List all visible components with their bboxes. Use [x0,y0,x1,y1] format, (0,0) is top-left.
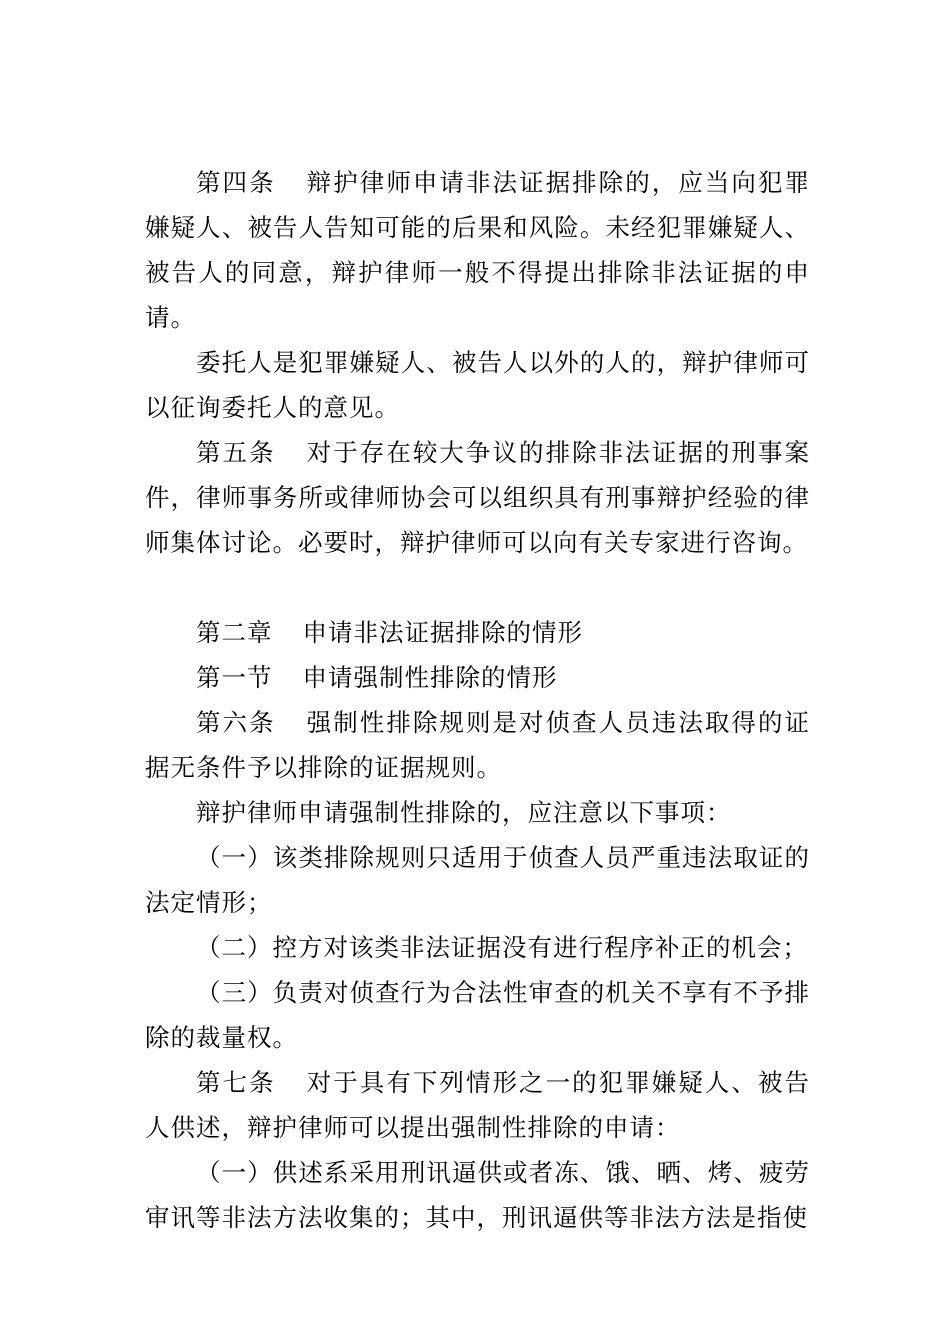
article-text: 辩护律师申请非法证据排除的，应当向犯罪嫌疑人、被告人告知可能的后果和风险。未经犯罪嫌疑人、被告人的同意，辩护律师一般不得提出排除非法证据的申请。 [145,168,811,332]
section-label: 第一节 [196,663,273,692]
article-label: 第五条 [196,438,276,467]
article-label: 第六条 [196,708,276,737]
paragraph-text: 委托人是犯罪嫌疑人、被告人以外的人的，辩护律师可以征询委托人的意见。 [145,348,810,422]
article-5 [145,430,810,565]
blank-line [145,565,810,610]
article-label: 第七条 [196,1068,276,1097]
article-text: 对于具有下列情形之一的犯罪嫌疑人、被告人供述，辩护律师可以提出强制性排除的申请： [145,1068,811,1142]
list-item-1 [145,835,810,925]
article-7-list-item-1 [145,1150,810,1240]
article-4 [145,160,810,340]
chapter-heading [145,610,810,655]
article-4-paragraph-2 [145,340,810,430]
section-title: 申请强制性排除的情形 [302,663,558,692]
article-label: 第四条 [196,168,276,197]
list-item-text: （二）控方对该类非法证据没有进行程序补正的机会； [196,933,808,962]
paragraph-text: 辩护律师申请强制性排除的，应注意以下事项： [196,798,732,827]
article-6-paragraph-2 [145,790,810,835]
article-text: 强制性排除规则是对侦查人员违法取得的证据无条件予以排除的证据规则。 [145,708,811,782]
list-item-3 [145,970,810,1060]
list-item-text: （一）供述系采用刑讯逼供或者冻、饿、晒、烤、疲劳审讯等非法方法收集的；其中，刑讯逼供等非法方法是指使 [145,1158,810,1232]
article-text: 对于存在较大争议的排除非法证据的刑事案件，律师事务所或律师协会可以组织具有刑事辩护经验的律师集体讨论。必要时，辩护律师可以向有关专家进行咨询。 [145,438,811,557]
chapter-title: 申请非法证据排除的情形 [302,618,583,647]
list-item-text: （一）该类排除规则只适用于侦查人员严重违法取证的法定情形； [145,843,810,917]
article-7 [145,1060,810,1150]
list-item-text: （三）负责对侦查行为合法性审查的机关不享有不予排除的裁量权。 [145,978,810,1052]
article-6 [145,700,810,790]
document-body [145,160,810,1240]
chapter-label: 第二章 [196,618,273,647]
list-item-2 [145,925,810,970]
section-heading [145,655,810,700]
